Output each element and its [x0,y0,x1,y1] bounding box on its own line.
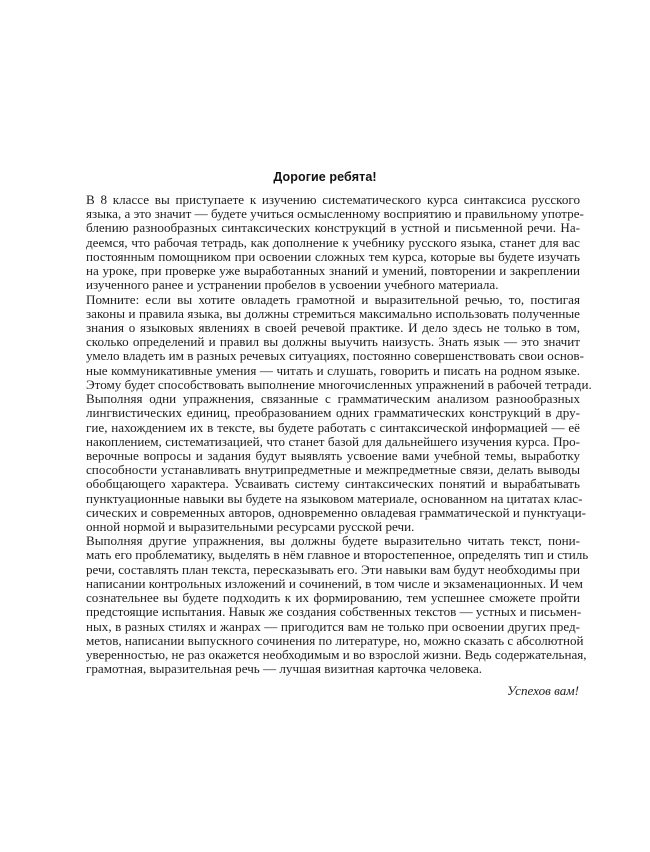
page-title: Дорогие ребята! [273,170,377,184]
text-line: обобщающего характера. Усваивать систему синтаксических понятий и вырабатывать [86,476,580,492]
text-line: Выполняя другие упражнения, вы должны будете выразительно читать текст, пони- [86,533,580,549]
closing-signoff: Успехов вам! [506,683,579,698]
text-line: на уроке, при проверке уже выработанных знаний и умений, повторении и закреплении [86,263,580,279]
text-line: сических и современных авторов, одновременно овладевая грамматической и пунктуаци- [86,504,587,520]
paragraph-4 [71,533,589,677]
text-line: законы и правила языка, вы должны стремиться максимально использовать полученные [86,305,580,321]
text-line: сознательнее вы будете подходить к их формированию, тем успешнее сможете пройти [86,590,580,606]
paragraph-1 [71,192,584,293]
text-line: метов, написании выпускного сочинения по литературе, но, можно сказать с абсолютной [86,632,584,648]
text-line: языка, а это значит — будете учиться осмысленному восприятию и правильному употре- [86,206,584,222]
text-line: Помните: если вы хотите овладеть грамотной и выразительной речью, то, постигая [86,291,580,307]
text-line: предстоящие испытания. Навык же создания собственных текстов — устных и письмен- [86,604,582,620]
text-line: накоплением, систематизацией, что станет базой для дальнейшего изучения курса. Про- [86,433,580,449]
text-line: речи, составлять план текста, пересказывать его. Эти навыки вам будут необходимы при [86,561,580,577]
text-line: умело владеть им в разных речевых ситуациях, постоянно совершенствовать свои основ- [86,348,584,364]
text-line: блению разнообразных синтаксических конструкций в устной и письменной речи. На- [86,220,580,236]
text-line: мать его проблематику, выделять в нём главное и второстепенное, определять тип и стиль [86,547,589,563]
text-line: уверенностью, не раз окажется необходимым и во взрослой жизни. Ведь содержательная, [86,647,587,662]
paragraph-2 [71,291,592,393]
text-line: лингвистических единиц, преобразованием одних грамматических конструкций в дру- [86,405,580,421]
text-line: Этому будет способствовать выполнение многочисленных упражнений в рабочей тетради. [86,376,592,392]
text-line: изученного ранее и устранении пробелов в усвоении учебного материала. [86,277,499,293]
text-line: способности устанавливать внутрипредметные и межпредметные связи, делать выводы [86,462,580,478]
text-line: написании контрольных изложений и сочинений, в том числе и экзаменационных. И чем [86,575,583,591]
text-line: постоянным помощником при освоении сложных тем курса, которые вы будете изучать [86,248,580,264]
text-line: Выполняя одни упражнения, связанные с грамматическим анализом разнообразных [86,391,580,407]
text-line: ные коммуникативные умения — читать и слушать, говорить и писать на родном языке. [86,362,580,378]
text-line: онной нормой и выразительными ресурсами русской речи. [86,519,415,535]
text-line: сколько определений и правил вы должны выучить наизусть. Знать язык — это значит [86,334,580,350]
text-line: знания о языковых явлениях в своей речевой практике. И дело здесь не только в том, [86,319,580,335]
text-line: деемся, что рабочая тетрадь, как дополнение к учебнику русского языка, станет для вас [86,234,580,250]
paragraph-3 [71,391,587,535]
text-line: гие, нахождением их в тексте, вы будете работать с синтаксической информацией — её [86,419,580,435]
document-body [71,192,592,677]
text-line: грамотная, выразительная речь — лучшая визитная карточка человека. [86,661,483,677]
text-line: В 8 классе вы приступаете к изучению систематического курса синтаксиса русского [86,192,580,207]
text-line: верочные вопросы и задания будут выявлять усвоение вами учебной темы, выработку [86,447,580,463]
text-line: пунктуационные навыки вы будете на языковом материале, основанном на цитатах клас- [86,490,583,506]
text-line: ных, в разных стилях и жанрах — пригодится вам не только при освоении других пред- [86,618,580,634]
